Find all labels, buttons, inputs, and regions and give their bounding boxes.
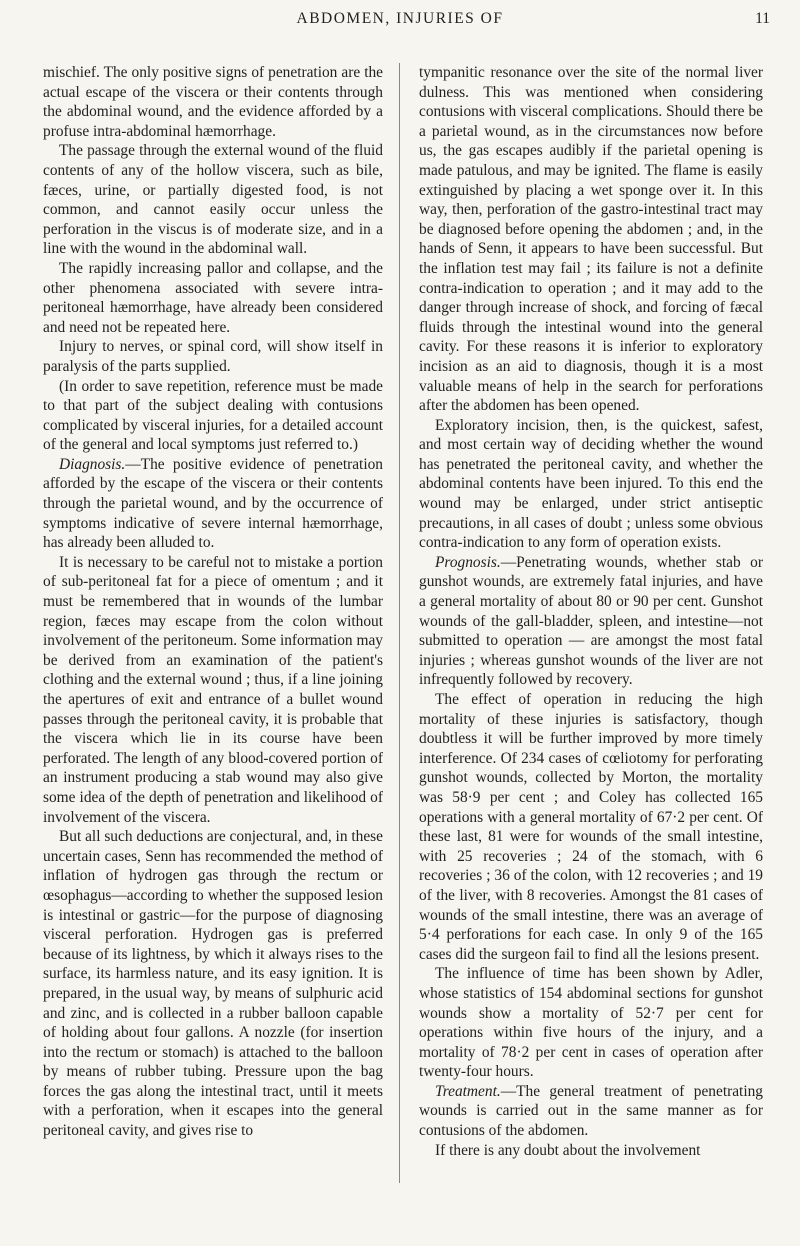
paragraph-text: mischief. The only positive signs of penetration are the actual escape of the viscera or their contents through the abdominal wound, and the evidence afforded by a profuse intra-abdominal hæmorrhage. xyxy=(43,64,383,140)
column-divider xyxy=(399,63,400,1183)
paragraph-text: (In order to save repetition, reference must be made to that part of the subject dealing with contusions complicated by visceral injuries, for a detailed account of the general and local symptoms just referred to.) xyxy=(43,377,383,454)
paragraph-text: Injury to nerves, or spinal cord, will show itself in paralysis of the parts supplied. xyxy=(43,338,383,375)
paragraph-text: —The positive evidence of penetration afforded by the escape of the viscera or their contents through the parietal wound, and by the occurrence of symptoms indicative of severe internal hæmorrhage, has already been alluded to. xyxy=(43,455,383,552)
paragraph xyxy=(43,141,383,259)
paragraph-text: —Penetrating wounds, whether stab or gunshot wounds, are extremely fatal injuries, and have a general mortality of about 80 or 90 per cent. Gunshot wounds of the gall-bladder, spleen, and intestine—not submitted to operation — are amongst the most fatal injuries ; whereas gunshot wounds of the liver are not infrequently followed by recovery. xyxy=(419,553,763,689)
paragraph-text: But all such deductions are conjectural, and, in these uncertain cases, Senn has recommended the method of inflation of hydrogen gas through the rectum or œsophagus—according to whether the supposed lesion is intestinal or gastric—for the purpose of diagnosing visceral perforation. Hydrogen gas is preferred because of its lightness, by which it always rises to the surface, its harmless nature, and its easy ignition. It is prepared, in the usual way, by means of sulphuric acid and zinc, and is collected in a rubber balloon capable of holding about four gallons. A nozzle (for insertion into the rectum or stomach) is attached to the balloon by means of rubber tubing. Pressure upon the bag forces the gas along the intestinal tract, until it meets with a perforation, when it escapes into the general peritoneal cavity, and gives rise to xyxy=(43,828,383,1140)
paragraph xyxy=(419,416,763,553)
paragraph xyxy=(419,964,763,1082)
paragraph xyxy=(419,63,763,416)
paragraph xyxy=(419,690,763,964)
paragraph-text: The effect of operation in reducing the high mortality of these injuries is satisfactory, though doubtless it will be further improved by more timely interference. Of 234 cases of cœliotomy for perforating gunshot wounds, collected by Morton, the mortality was 58·9 per cent ; and Coley has collected 165 operations with a general mortality of 67·2 per cent. Of these last, 81 were for wounds of the small intestine, with 25 recoveries ; 24 of the stomach, with 6 recoveries ; 36 of the colon, with 12 recoveries ; and 19 of the liver, with 8 recoveries. Amongst the 81 cases of wounds of the small intestine, there was an average of 5·4 perforations for each case. In only 9 of the 165 cases did the surgeon fail to find all the lesions present. xyxy=(419,691,763,963)
paragraph-text: —The general treatment of penetrating wounds is carried out in the same manner as for contusions of the abdomen. xyxy=(419,1082,763,1140)
section-heading: Treatment. xyxy=(435,1082,501,1100)
section-heading: Diagnosis. xyxy=(59,455,126,473)
paragraph xyxy=(43,259,383,337)
paragraph-text: Exploratory incision, then, is the quickest, safest, and most certain way of deciding whether the wound has penetrated the peritoneal cavity, and whether the abdominal contents have been injured. To this end the wound may be enlarged, under strict antiseptic precautions, in all cases of doubt ; unless some obvious contra-indication to any form of operation exists. xyxy=(419,416,763,552)
paragraph-text: The influence of time has been shown by Adler, whose statistics of 154 abdominal sections for gunshot wounds show a mortality of 52·7 per cent for operations within five hours of the injury, and a mortality of 78·2 per cent in cases of operation after twenty-four hours. xyxy=(419,965,763,1081)
paragraph-text: If there is any doubt about the involvement xyxy=(435,1141,701,1159)
paragraph xyxy=(419,1141,763,1161)
right-column xyxy=(419,63,763,1160)
paragraph xyxy=(43,553,383,827)
paragraph xyxy=(43,827,383,1141)
paragraph xyxy=(43,63,383,141)
paragraph xyxy=(43,337,383,376)
paragraph xyxy=(419,553,763,690)
paragraph xyxy=(419,1082,763,1141)
paragraph xyxy=(43,377,383,455)
section-heading: Prognosis. xyxy=(435,553,501,571)
paragraph xyxy=(43,455,383,553)
paragraph-text: The passage through the external wound of the fluid contents of any of the hollow viscera, such as bile, fæces, urine, or partially digested food, is not common, and cannot easily occur unless the perforation in the viscus is of moderate size, and in a line with the wound in the abdominal wall. xyxy=(43,142,383,258)
page-header xyxy=(0,10,800,36)
paragraph-text: The rapidly increasing pallor and collapse, and the other phenomena associated with severe intra-peritoneal hæmorrhage, have already been considered and need not be repeated here. xyxy=(43,259,383,336)
running-title: ABDOMEN, INJURIES OF xyxy=(296,10,504,27)
left-column xyxy=(43,63,383,1141)
page-number: 11 xyxy=(755,10,770,27)
paragraph-text: tympanitic resonance over the site of the normal liver dulness. This was mentioned when considering contusions with visceral complications. Should there be a parietal wound, as in the circumstances now before us, the gas escapes audibly if the parietal opening is made patulous, and may be ignited. The flame is easily extinguished by placing a wet sponge over it. In this way, then, perforation of the gastro-intestinal tract may be diagnosed before opening the abdomen ; and, in the hands of Senn, it appears to have been successful. But the inflation test may fail ; its failure is not a definite contra-indication to operation ; and it may add to the danger through increase of shock, and forcing of fæcal fluids through the intestinal wound into the general cavity. For these reasons it is inferior to exploratory incision as an aid to diagnosis, though it is a most valuable means of help in the search for perforations after the abdomen has been opened. xyxy=(419,64,763,415)
paragraph-text: It is necessary to be careful not to mistake a portion of sub-peritoneal fat for a piece of omentum ; and it must be remembered that in wounds of the lumbar region, fæces may escape from the colon without involvement of the peritoneum. Some information may be derived from an examination of the patient's clothing and the external wound ; thus, if a line joining the apertures of exit and entrance of a bullet wound passes through the peritoneal cavity, it is probable that the viscera which lie in its course have been perforated. The length of any blood-covered portion of an instrument producing a stab wound may also give some idea of the depth of penetration and likelihood of involvement of the viscera. xyxy=(43,553,383,826)
